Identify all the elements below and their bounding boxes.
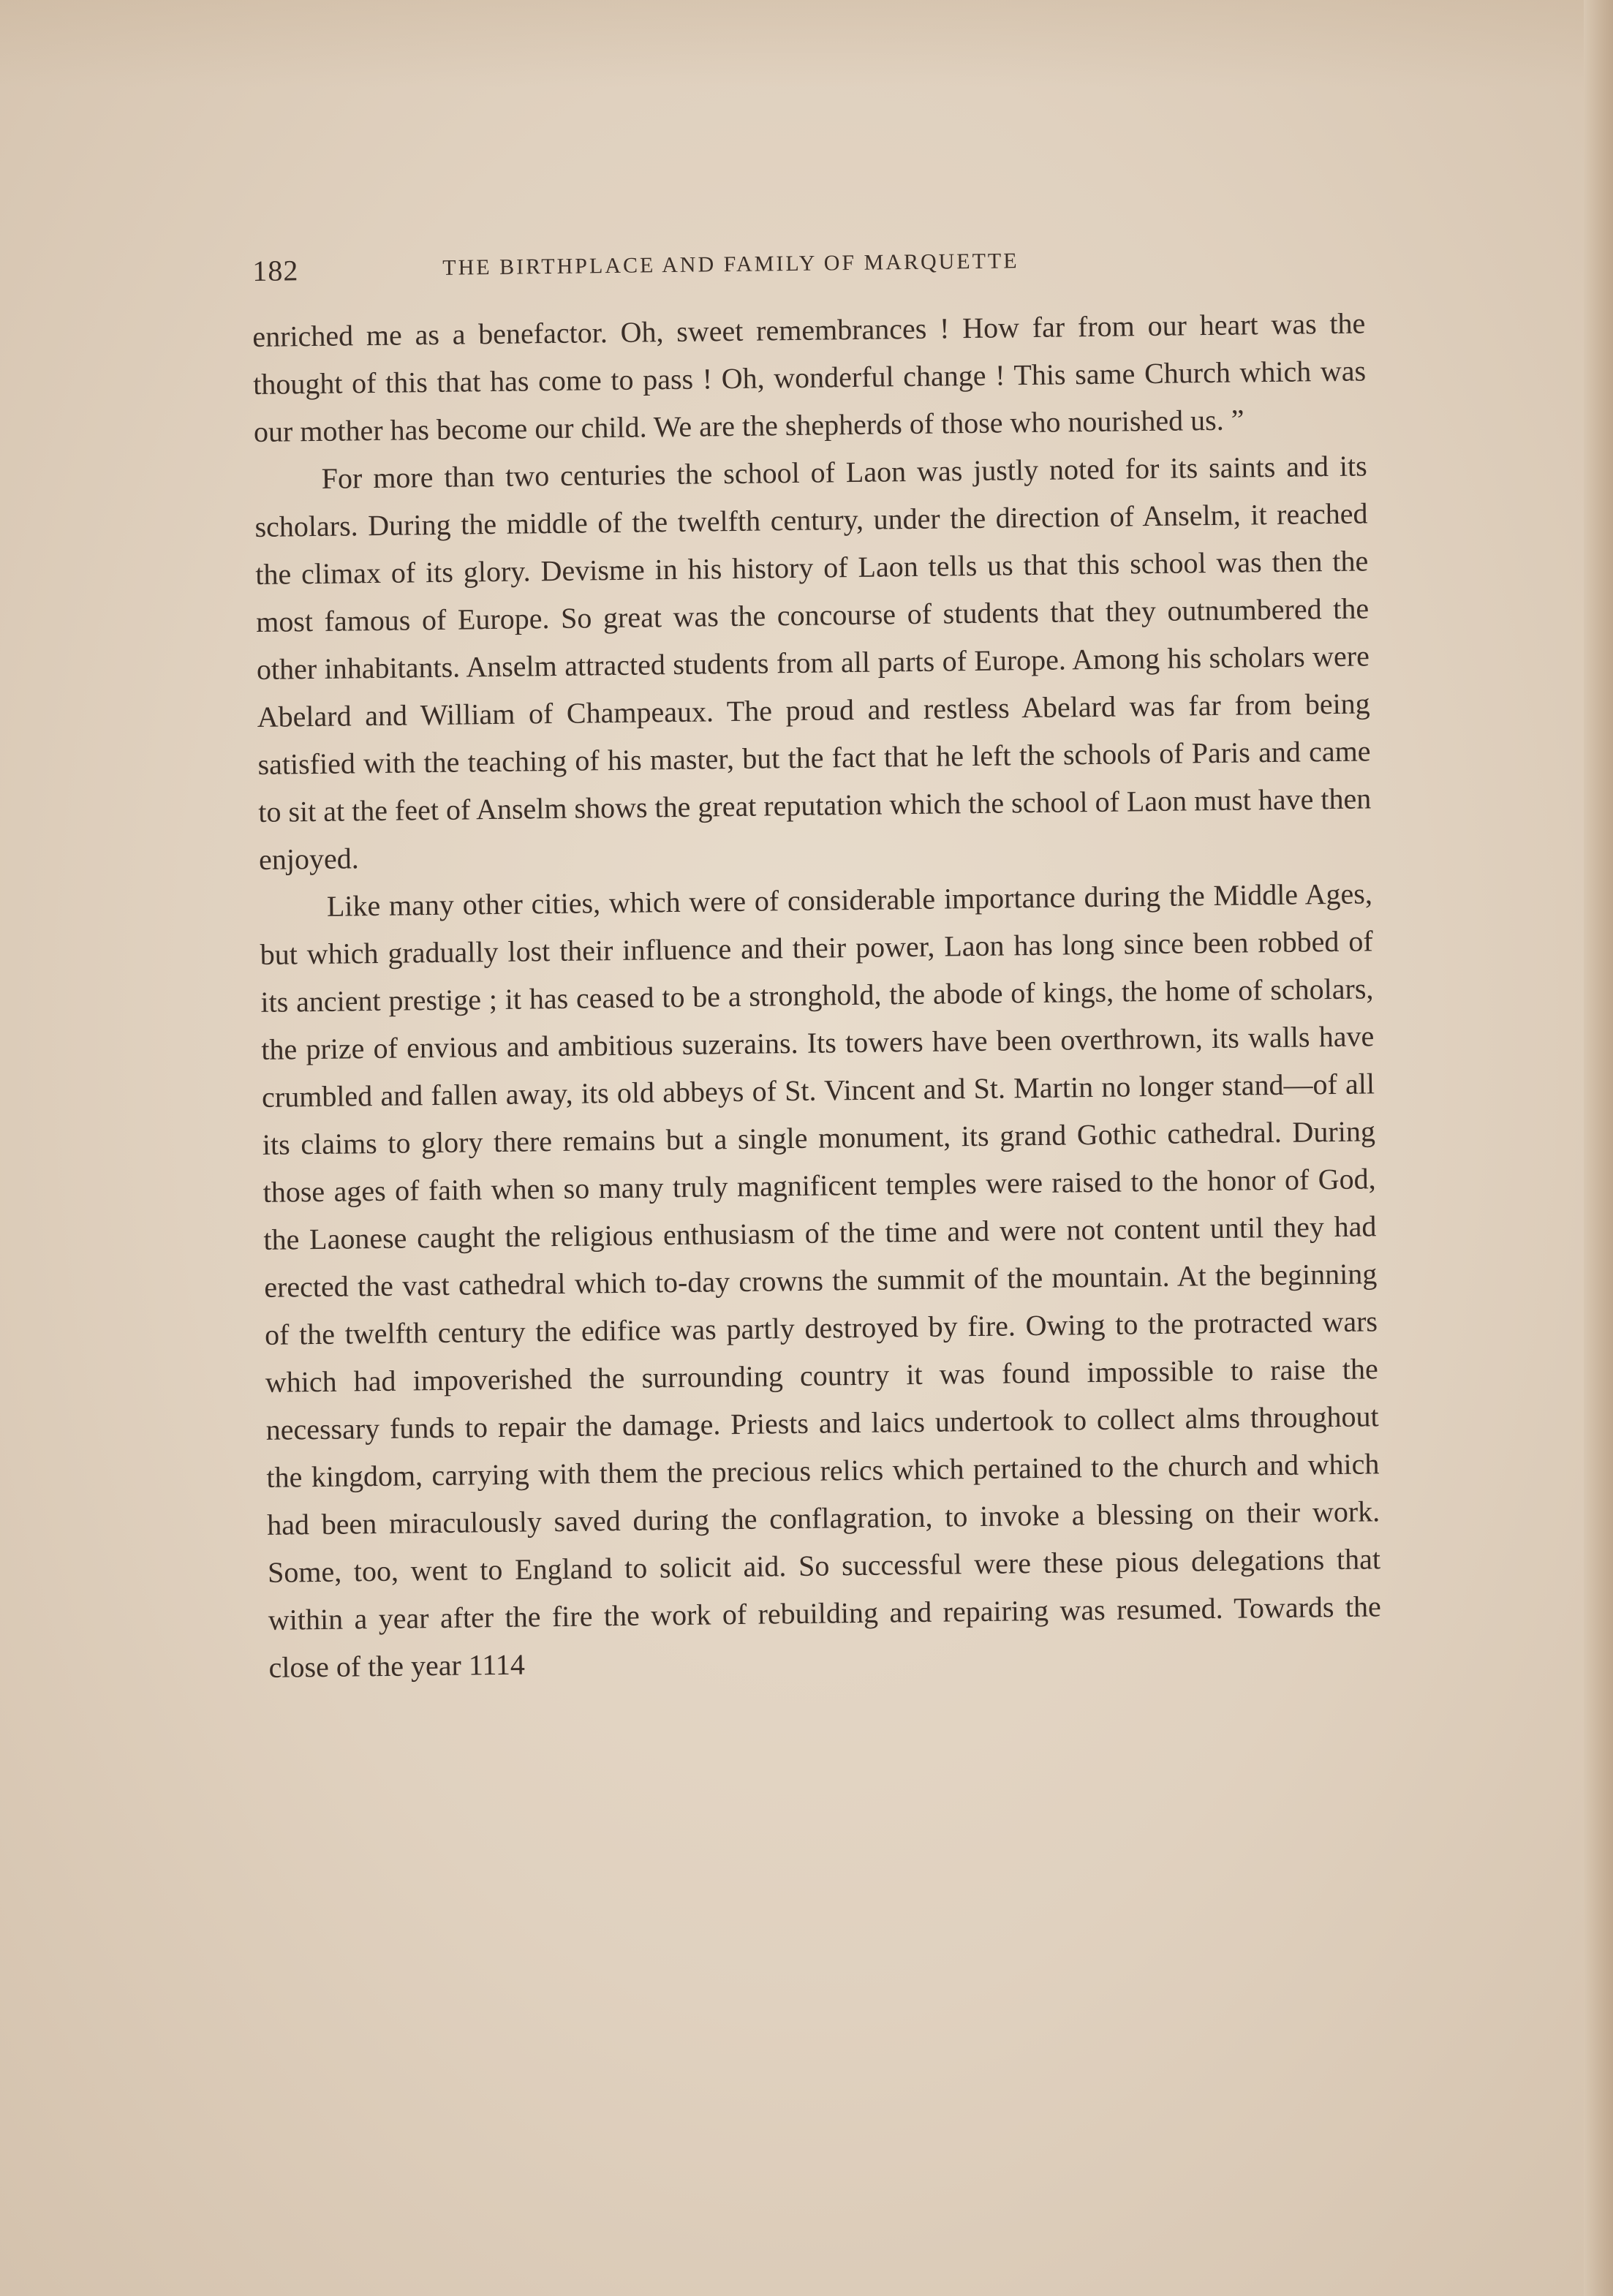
running-title: THE BIRTHPLACE AND FAMILY OF MARQUETTE — [442, 249, 1019, 280]
paragraph-continued: enriched me as a benefactor. Oh, sweet remembrances ! How far from our heart was the thought of this that has come to pass ! Oh, wonderful change ! This same Church which was our mother has become our child. We are the shepherds of those who nourished us. ” — [252, 306, 1367, 448]
page-edge — [1584, 0, 1613, 2296]
body-text — [252, 299, 1382, 1691]
page-header — [252, 238, 1364, 296]
paragraph-school-of-laon: For more than two centuries the school of Laon was justly noted for its saints and its scholars. During the middle of the twelfth century, under the direction of Anselm, it reached the climax of its glory. Devisme in his history of Laon tells us that this school was then the most famous of Europe. So great was the concourse of students that they outnumbered the other inhabitants. Anselm attracted students from all parts of Europe. Among his scholars were Abelard and William of Champeaux. The proud and restless Abelard was far from being satisfied with the teaching of his master, but the fact that he left the schools of Paris and came to sit at the feet of Anselm shows the great reputation which the school of Laon must have then enjoyed. — [254, 449, 1372, 876]
paragraph-laon-cathedral: Like many other cities, which were of considerable importance during the Middle Ages, but which gradually lost their influence and their power, Laon has long since been robbed of its ancient prestige ; it has ceased to be a stronghold, the abode of kings, the home of scholars, the prize of envious and ambitious suzerains. Its towers have been overthrown, its walls have crumbled and fallen away, its old abbeys of St. Vincent and St. Martin no longer stand—of all its claims to glory there remains but a single monument, its grand Gothic cathedral. During those ages of faith when so many truly magnificent temples were raised to the honor of God, the Laonese caught the religious enthusiasm of the time and were not content until they had erected the vast cathedral which to-day crowns the summit of the mountain. At the beginning of the twelfth century the edifice was partly destroyed by fire. Owing to the protracted wars which had impoverished the surrounding country it was found impossible to raise the necessary funds to repair the damage. Priests and laics undertook to collect alms throughout the kingdom, carrying with them the precious relics which pertained to the church and which had been miraculously saved during the conflagration, to invoke a blessing on their work. Some, too, went to England to solicit aid. So successful were these pious delegations that within a year after the fire the work of rebuilding and repairing was resumed. Towards the close of the year 1114 — [260, 877, 1381, 1684]
paper-stain — [0, 0, 1613, 88]
page-number: 182 — [252, 254, 299, 287]
